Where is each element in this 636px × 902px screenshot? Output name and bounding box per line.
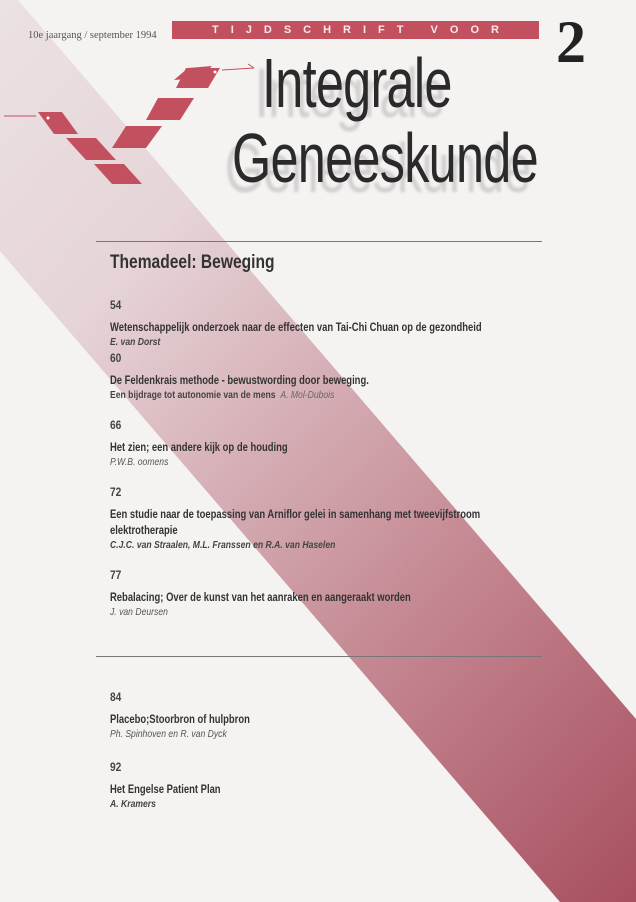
toc-item <box>110 568 570 618</box>
page-number: 92 <box>110 760 122 774</box>
article-author: C.J.C. van Straalen, M.L. Franssen en R.A. van Haselen <box>110 539 336 551</box>
article-title: Het zien; een andere kijk op de houding <box>110 442 288 454</box>
toc-item <box>110 351 570 401</box>
page-number: 54 <box>110 298 122 312</box>
article-author: J. van Deursen <box>110 606 168 618</box>
article-title: Een studie naar de toepassing van Arniflor gelei in samenhang met tweevijfstroom <box>110 509 481 521</box>
page-number: 66 <box>110 418 122 432</box>
snake-logo <box>0 60 270 190</box>
page-number: 60 <box>110 351 122 365</box>
page-number: 72 <box>110 485 122 499</box>
article-author: A. Mol-Dubois <box>280 389 335 401</box>
toc-item <box>110 298 570 348</box>
article-title: Wetenschappelijk onderzoek naar de effecten van Tai-Chi Chuan op de gezondheid <box>110 322 482 334</box>
article-author: E. van Dorst <box>110 336 161 348</box>
title-line-1: Integrale <box>262 44 452 122</box>
article-author: Ph. Spinhoven en R. van Dyck <box>110 728 227 740</box>
issue-meta: 10e jaargang / september 1994 <box>28 30 157 41</box>
series-label: TIJDSCHRIFT VOOR <box>172 21 539 39</box>
article-title-cont: elektrotherapie <box>110 525 178 537</box>
article-title: De Feldenkrais methode - bewustwording door beweging. <box>110 375 369 387</box>
article-title: Rebalacing; Over de kunst van het aanraken en aangeraakt worden <box>110 592 411 604</box>
toc-item <box>110 418 570 468</box>
divider <box>96 241 542 242</box>
article-title: Het Engelse Patient Plan <box>110 784 221 796</box>
divider <box>96 656 542 657</box>
toc-item <box>110 760 570 810</box>
article-author: A. Kramers <box>110 798 156 810</box>
page-number: 77 <box>110 568 122 582</box>
theme-heading: Themadeel: Beweging <box>110 252 275 273</box>
toc-item <box>110 690 570 740</box>
toc-item <box>110 485 570 551</box>
title-line-2: Geneeskunde <box>232 119 538 197</box>
article-author: P.W.B. oomens <box>110 456 169 468</box>
page-number: 84 <box>110 690 122 704</box>
issue-number: 2 <box>556 9 586 75</box>
article-title: Placebo;Stoorbron of hulpbron <box>110 714 250 726</box>
article-subtitle: Een bijdrage tot autonomie van de mens <box>110 389 276 401</box>
